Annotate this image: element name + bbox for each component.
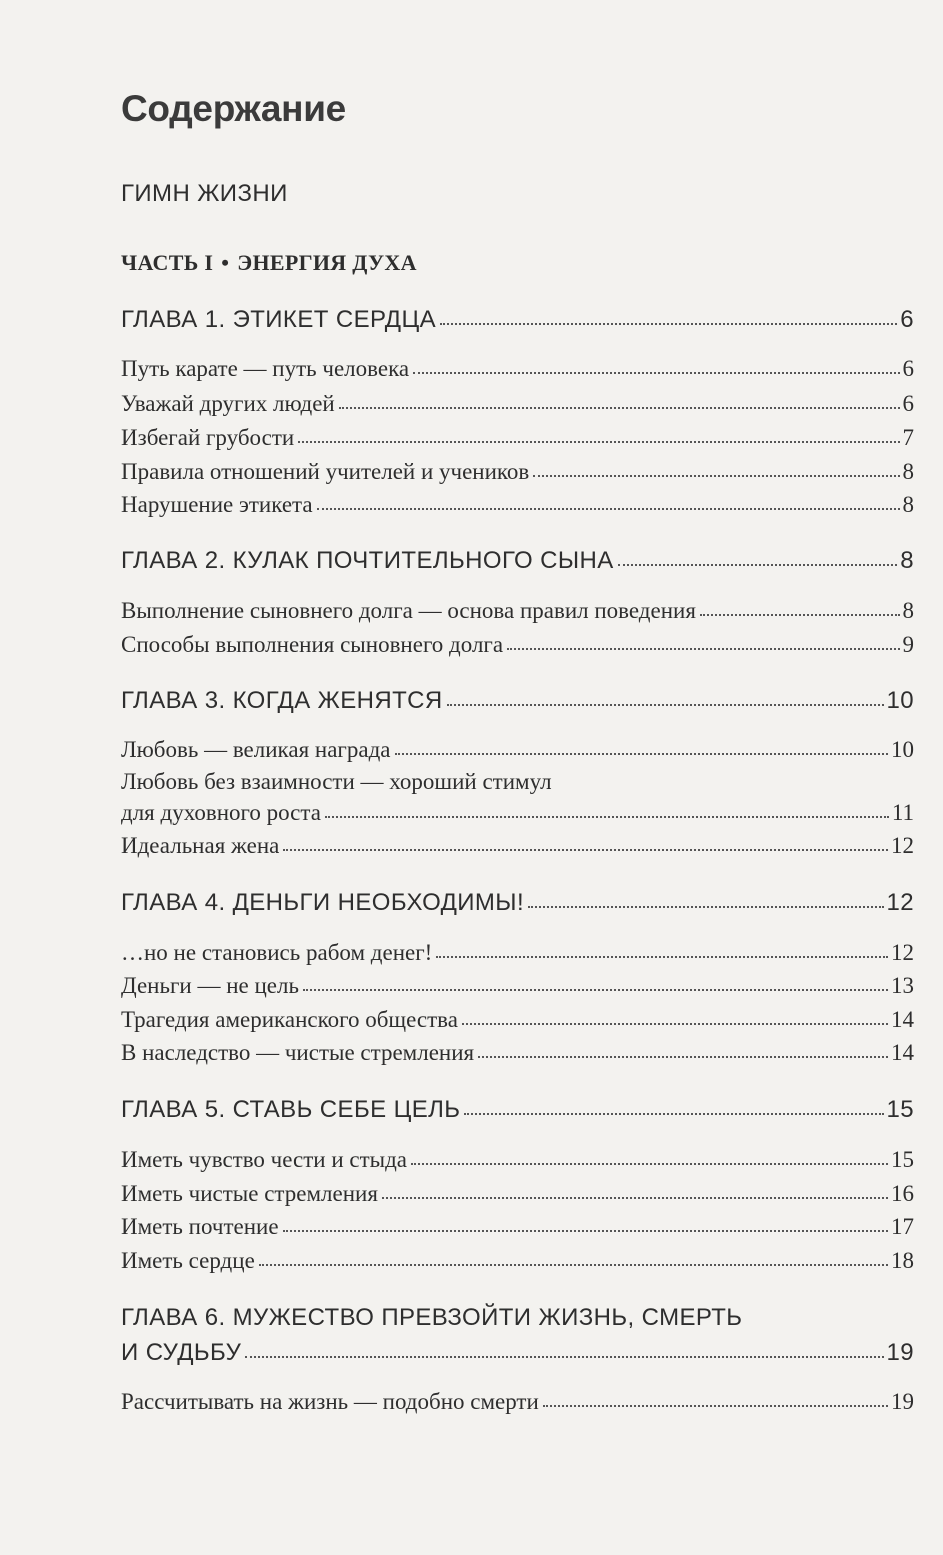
dot-leader [325,816,889,818]
toc-section[interactable] [121,940,914,974]
dot-leader [618,564,898,566]
toc-page-number: 14 [891,1040,914,1065]
toc-chapter-1[interactable] [121,306,914,340]
toc-page-number: 19 [886,1339,914,1366]
toc-page-number: 8 [902,598,914,623]
toc-entry-title: Выполнение сыновнего долга — основа правил поведения [121,598,696,623]
toc-entry-title: Деньги — не цель [121,973,299,998]
toc-page-number: 8 [900,547,914,574]
toc-page-number: 6 [902,356,914,381]
toc-section-line1: Любовь без взаимности — хороший стимул [121,769,552,794]
toc-page-number: 8 [902,492,914,517]
toc-section[interactable] [121,1040,914,1074]
toc-section[interactable] [121,632,914,666]
toc-chapter-5[interactable] [121,1096,914,1130]
dot-leader [283,1230,888,1232]
part-title: ЭНЕРГИЯ ДУХА [237,250,417,275]
dot-leader [447,704,884,706]
dot-leader [395,753,889,755]
dot-leader [478,1056,888,1058]
dot-leader [528,906,883,908]
toc-section[interactable] [121,391,914,425]
toc-entry-title: ГЛАВА 1. ЭТИКЕТ СЕРДЦА [121,306,437,333]
dot-leader [382,1197,888,1199]
toc-section[interactable] [121,800,914,834]
dot-leader [259,1264,888,1266]
dot-leader [339,407,900,409]
toc-entry-title: Уважай других людей [121,391,335,416]
toc-entry-title: Трагедия американского общества [121,1007,458,1032]
toc-entry-title: для духовного роста [121,800,321,825]
toc-page-number: 9 [902,632,914,657]
toc-section[interactable] [121,1147,914,1181]
toc-page-number: 11 [891,800,914,825]
toc-section[interactable] [121,356,914,390]
toc-section[interactable] [121,1214,914,1248]
toc-entry-title: Избегай грубости [121,425,295,450]
toc-page-number: 18 [891,1248,914,1273]
toc-section[interactable] [121,833,914,867]
dot-leader [303,989,888,991]
dot-leader [464,1113,883,1115]
toc-section[interactable] [121,492,914,526]
dot-leader [700,614,900,616]
toc-page-number: 19 [891,1389,914,1414]
dot-leader [298,441,899,443]
toc-entry-title: Путь карате — путь человека [121,356,410,381]
toc-chapter-2[interactable] [121,547,914,581]
toc-page-number: 10 [891,737,914,762]
toc-page-number: 7 [902,425,914,450]
toc-page-number: 6 [900,306,914,333]
toc-entry-title: Нарушение этикета [121,492,313,517]
dot-leader [283,849,888,851]
toc-page-number: 16 [891,1181,914,1206]
toc-section[interactable] [121,598,914,632]
toc-chapter-6-line1: ГЛАВА 6. МУЖЕСТВО ПРЕВЗОЙТИ ЖИЗНЬ, СМЕРТЬ [121,1304,743,1331]
toc-section[interactable] [121,973,914,1007]
page-title: Содержание [121,88,346,129]
toc-page-number: 12 [886,889,914,916]
toc-entry-title: ГЛАВА 2. КУЛАК ПОЧТИТЕЛЬНОГО СЫНА [121,547,614,574]
toc-page-number: 17 [891,1214,914,1239]
dot-leader [413,372,899,374]
toc-entry-title: ГЛАВА 5. СТАВЬ СЕБЕ ЦЕЛЬ [121,1096,461,1123]
toc-section[interactable] [121,1181,914,1215]
toc-page-number: 12 [891,940,914,965]
toc-entry-title: Способы выполнения сыновнего долга [121,632,504,657]
dot-leader [507,648,899,650]
toc-chapter-3[interactable] [121,687,914,721]
toc-chapter-4[interactable] [121,889,914,923]
toc-chapter-6[interactable] [121,1339,914,1373]
toc-hymn: ГИМН ЖИЗНИ [121,180,288,207]
dot-leader [245,1356,883,1358]
dot-leader [543,1405,888,1407]
toc-entry-title: Идеальная жена [121,833,280,858]
toc-entry-title: В наследство — чистые стремления [121,1040,475,1065]
toc-section[interactable] [121,425,914,459]
toc-section[interactable] [121,459,914,493]
toc-entry-title: …но не становись рабом денег! [121,940,433,965]
toc-entry-title: Иметь сердце [121,1248,255,1273]
toc-section[interactable] [121,1389,914,1423]
toc-page-number: 12 [891,833,914,858]
toc-page-number: 14 [891,1007,914,1032]
dot-leader [462,1023,888,1025]
toc-entry-title: Любовь — великая награда [121,737,391,762]
toc-entry-title: Иметь чистые стремления [121,1181,378,1206]
toc-page-number: 13 [891,973,914,998]
part-label: ЧАСТЬ I [121,250,214,275]
toc-entry-title: ГЛАВА 4. ДЕНЬГИ НЕОБХОДИМЫ! [121,889,525,916]
toc-page-number: 10 [886,687,914,714]
toc-entry-title: Иметь чувство чести и стыда [121,1147,408,1172]
toc-page-number: 8 [902,459,914,484]
bullet-separator: • [221,250,230,275]
toc-entry-title: ГЛАВА 3. КОГДА ЖЕНЯТСЯ [121,687,443,714]
toc-entry-title: Рассчитывать на жизнь — подобно смерти [121,1389,539,1414]
dot-leader [436,956,888,958]
toc-page-number: 15 [886,1096,914,1123]
toc-section[interactable] [121,1007,914,1041]
dot-leader [440,323,897,325]
dot-leader [317,508,900,510]
toc-entry-title: Правила отношений учителей и учеников [121,459,530,484]
toc-page-number: 6 [902,391,914,416]
dot-leader [533,475,899,477]
toc-section[interactable] [121,737,914,771]
toc-section[interactable] [121,1248,914,1282]
toc-page-number: 15 [891,1147,914,1172]
toc-entry-title: Иметь почтение [121,1214,279,1239]
dot-leader [411,1163,888,1165]
toc-entry-title: И СУДЬБУ [121,1339,242,1366]
toc-part-heading [121,250,914,284]
